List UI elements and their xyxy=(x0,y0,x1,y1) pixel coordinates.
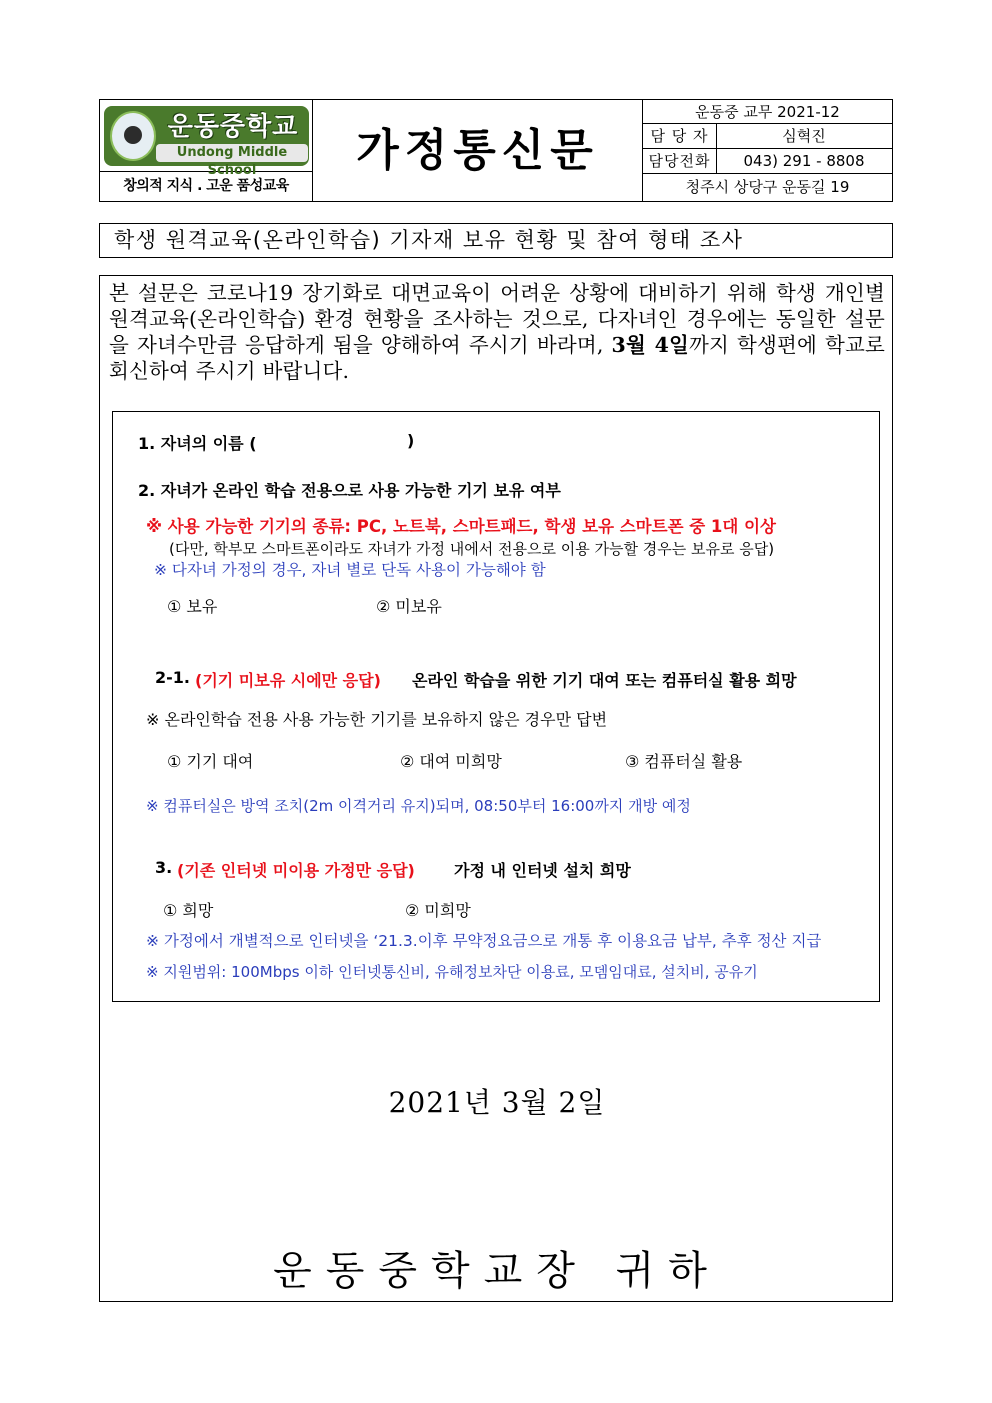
intro-deadline: 3월 4일 xyxy=(611,333,690,357)
school-logo xyxy=(104,106,309,178)
phone-label: 담당전화 xyxy=(643,149,717,173)
q2-option-not-own[interactable]: ② 미보유 xyxy=(376,597,442,616)
q21-option-rent[interactable]: ① 기기 대여 xyxy=(167,752,254,771)
document-number: 운동중 교무 2021-12 xyxy=(643,100,892,124)
survey-title: 학생 원격교육(온라인학습) 기자재 보유 현황 및 참여 형태 조사 xyxy=(99,223,893,258)
manager-value: 심혁진 xyxy=(782,127,826,145)
intro-paragraph xyxy=(109,280,885,384)
document-title: 가정통신문 xyxy=(313,100,643,201)
logo-school-name-en: Undong Middle School xyxy=(156,144,308,162)
q21-note-lab: ※ 컴퓨터실은 방역 조치(2m 이격거리 유지)되며, 08:50부터 16:00까지 개방 예정 xyxy=(146,797,691,815)
child-name-field[interactable] xyxy=(238,431,408,451)
q3-number: 3. xyxy=(155,858,173,877)
q3-label: 가정 내 인터넷 설치 희망 xyxy=(454,861,631,880)
survey-body xyxy=(99,275,893,1302)
q3-note-support: ※ 지원범위: 100Mbps 이하 인터넷통신비, 유해정보차단 이용료, 모뎀임대료, 설치비, 공유기 xyxy=(146,963,758,981)
intro-text-before: 본 설문은 코로나19 장기화로 대면교육이 어려운 상황에 대비하기 위해 학생 개인별 원격교육(온라인학습) 환경 현황을 조사하는 것으로, 다자녀인 경우에는 동일한 설문을 자녀수만큼 응답하게 됨을 양해하여 주시기 바라며, xyxy=(109,281,885,357)
q3-condition: (기존 인터넷 미이용 가정만 응답) xyxy=(177,861,415,880)
school-logo-cell xyxy=(100,100,313,178)
school-emblem-icon xyxy=(110,111,156,161)
school-motto: 창의적 지식 . 고운 품성교육 xyxy=(100,172,313,201)
letter-header xyxy=(99,99,893,202)
q1-label: 1. 자녀의 이름 ( xyxy=(138,434,257,453)
phone-value: 043) 291 - 8808 xyxy=(743,152,865,170)
school-address: 청주시 상당구 운동길 19 xyxy=(685,178,850,196)
logo-school-name: 운동중학교 xyxy=(167,112,299,142)
q2-option-own[interactable]: ① 보유 xyxy=(167,597,218,616)
phone-row xyxy=(643,149,892,174)
survey-questions-box xyxy=(112,411,880,1002)
q2-label: 2. 자녀가 온라인 학습 전용으로 사용 가능한 기기 보유 여부 xyxy=(138,481,561,500)
q2-note-parent-phone: (다만, 학부모 스마트폰이라도 자녀가 가정 내에서 전용으로 이용 가능할 경우는 보유로 응답) xyxy=(169,540,775,558)
q2-note-multi-child: ※ 다자녀 가정의 경우, 자녀 별로 단독 사용이 가능해야 함 xyxy=(154,561,546,579)
issue-date: 2021년 3월 2일 xyxy=(388,1086,606,1119)
q21-condition: (기기 미보유 시에만 응답) xyxy=(195,671,381,690)
q3-note-payment: ※ 가정에서 개별적으로 인터넷을 ‘21.3.이후 무약정요금으로 개통 후 이용요금 납부, 추후 정산 지급 xyxy=(146,932,822,950)
q21-option-no-rent[interactable]: ② 대여 미희망 xyxy=(400,752,502,771)
q21-number: 2-1. xyxy=(155,668,190,687)
manager-label: 담 당 자 xyxy=(643,124,717,148)
q3-option-want[interactable]: ① 희망 xyxy=(163,901,214,920)
q2-note-devices: ※ 사용 가능한 기기의 종류: PC, 노트북, 스마트패드, 학생 보유 스마트폰 중 1대 이상 xyxy=(146,517,776,536)
manager-row xyxy=(643,124,892,149)
q1-close: ) xyxy=(407,431,415,450)
q3-option-not-want[interactable]: ② 미희망 xyxy=(405,901,471,920)
emblem-center xyxy=(124,126,142,144)
intro-text-after: 까지 학생편에 학교로 회신하여 주시기 바랍니다. xyxy=(109,333,885,383)
q21-note: ※ 온라인학습 전용 사용 가능한 기기를 보유하지 않은 경우만 답변 xyxy=(146,710,608,729)
closing-addressee: 운동중학교장 귀하 xyxy=(273,1248,721,1294)
q21-option-computer-lab[interactable]: ③ 컴퓨터실 활용 xyxy=(625,752,743,771)
q21-label: 온라인 학습을 위한 기기 대여 또는 컴퓨터실 활용 희망 xyxy=(412,671,797,690)
